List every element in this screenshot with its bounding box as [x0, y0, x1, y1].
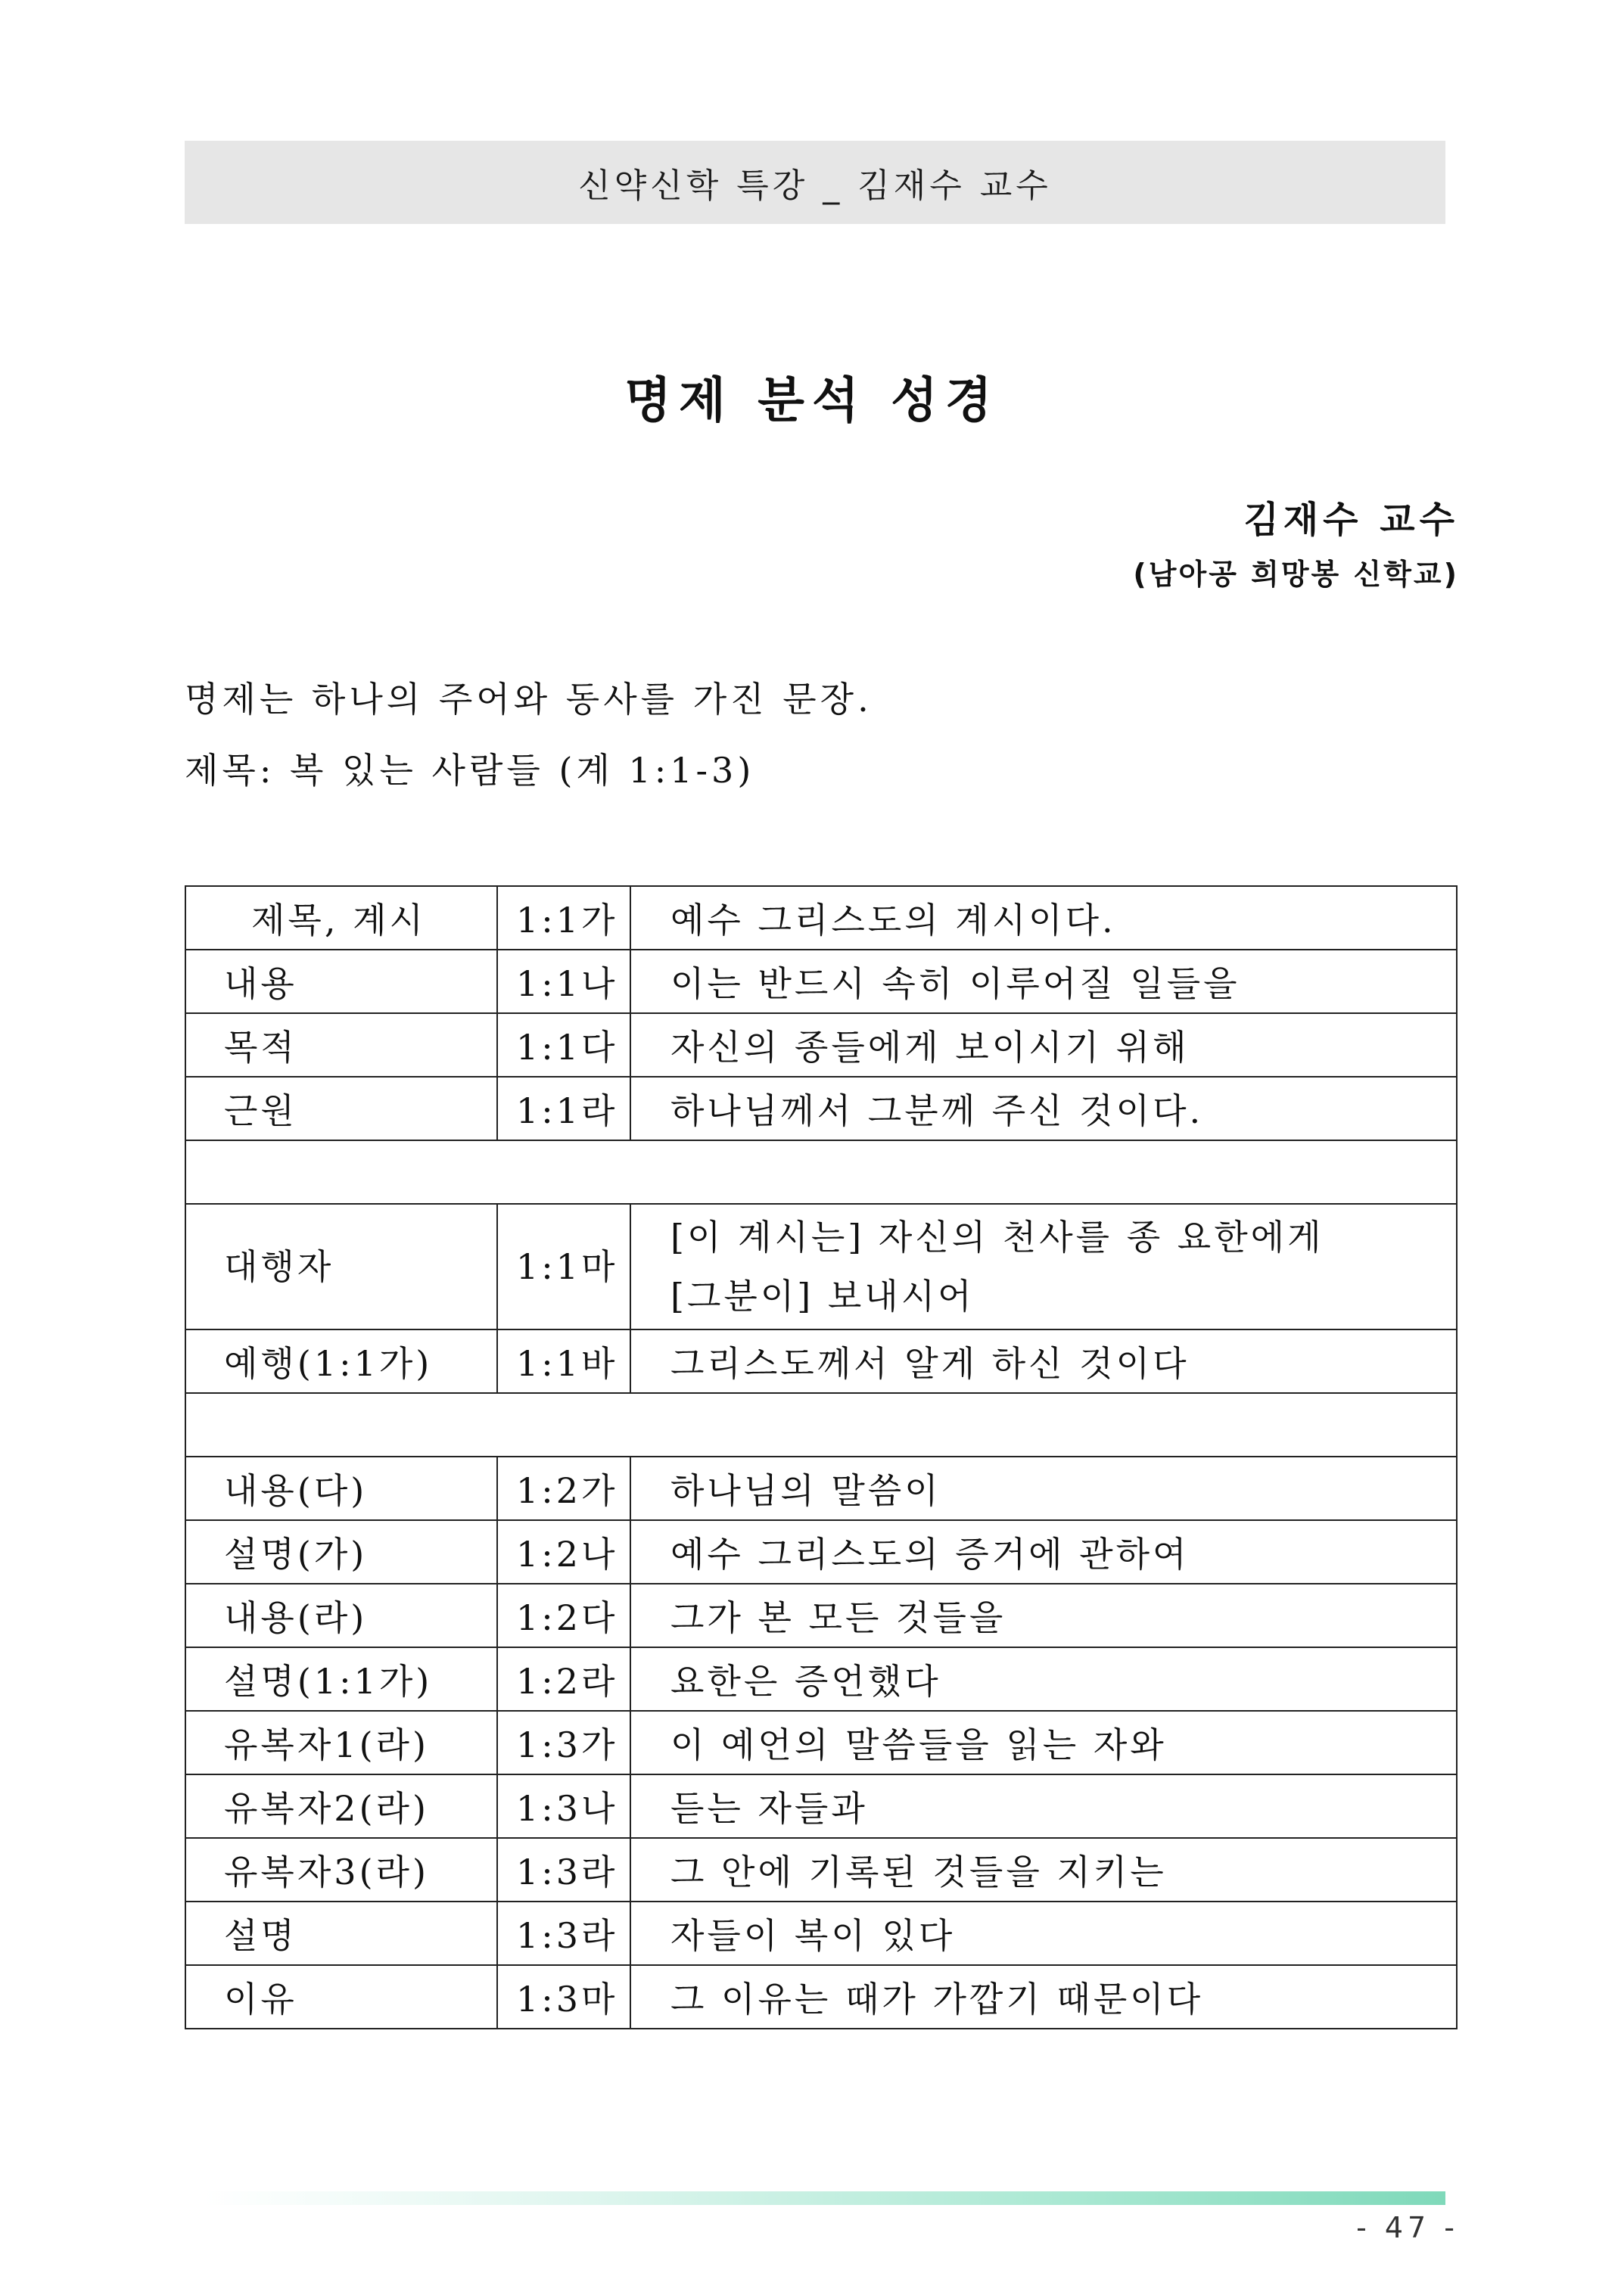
row-label: 유복자1(라)	[185, 1711, 497, 1774]
row-text: 그 이유는 때가 가깝기 때문이다	[630, 1965, 1457, 2029]
footer-gradient-bar	[204, 2191, 1445, 2205]
row-label: 목적	[185, 1013, 497, 1077]
row-text: 하나님께서 그분께 주신 것이다.	[630, 1077, 1457, 1140]
row-text: 그리스도께서 알게 하신 것이다	[630, 1329, 1457, 1393]
row-verse: 1:1나	[497, 950, 630, 1013]
author-name: 김재수 교수	[1243, 499, 1459, 541]
table-row	[185, 886, 1457, 950]
course-header	[185, 141, 1445, 224]
row-verse: 1:3라	[497, 1838, 630, 1902]
row-verse: 1:2라	[497, 1647, 630, 1711]
row-verse: 1:1다	[497, 1013, 630, 1077]
table-row	[185, 1329, 1457, 1393]
table-row	[185, 1077, 1457, 1140]
row-text	[630, 1204, 1457, 1329]
table-row	[185, 1584, 1457, 1647]
row-text: 자들이 복이 있다	[630, 1902, 1457, 1965]
row-label: 근원	[185, 1077, 497, 1140]
row-verse: 1:1바	[497, 1329, 630, 1393]
row-verse: 1:3나	[497, 1774, 630, 1838]
row-verse: 1:3라	[497, 1902, 630, 1965]
table-row	[185, 1965, 1457, 2029]
page-title: 명제 분석 성경	[624, 373, 1000, 429]
row-label: 설명	[185, 1902, 497, 1965]
row-label: 내용(라)	[185, 1584, 497, 1647]
table-row	[185, 1838, 1457, 1902]
row-text: 그 안에 기록된 것들을 지키는	[630, 1838, 1457, 1902]
table-row	[185, 1774, 1457, 1838]
row-label: 내용(다)	[185, 1457, 497, 1520]
row-text: 예수 그리스도의 계시이다.	[630, 886, 1457, 950]
table-spacer-row	[185, 1393, 1457, 1457]
row-label: 설명(1:1가)	[185, 1647, 497, 1711]
course-title: 신약신학 특강 _ 김재수 교수	[578, 166, 1052, 205]
row-text: 자신의 종들에게 보이시기 위해	[630, 1013, 1457, 1077]
intro-subject: 제목: 복 있는 사람들 (계 1:1-3)	[185, 750, 755, 791]
row-verse: 1:3마	[497, 1965, 630, 2029]
row-verse: 1:3가	[497, 1711, 630, 1774]
row-verse: 1:1마	[497, 1204, 630, 1329]
row-verse: 1:2다	[497, 1584, 630, 1647]
table-row	[185, 1647, 1457, 1711]
row-label: 유복자2(라)	[185, 1774, 497, 1838]
page-number: - 47 -	[1356, 2211, 1459, 2244]
row-label: 설명(가)	[185, 1520, 497, 1584]
row-text: 듣는 자들과	[630, 1774, 1457, 1838]
row-label: 대행자	[185, 1204, 497, 1329]
table-row	[185, 1013, 1457, 1077]
spacer-cell	[185, 1140, 1457, 1204]
table-row	[185, 1457, 1457, 1520]
row-text: 이는 반드시 속히 이루어질 일들을	[630, 950, 1457, 1013]
author-affiliation: (남아공 희망봉 신학교)	[1133, 558, 1459, 591]
row-text-line2: [그분이] 보내시어	[670, 1276, 975, 1317]
table-row	[185, 1902, 1457, 1965]
table-row	[185, 950, 1457, 1013]
table-row	[185, 1204, 1457, 1329]
row-text-line1: [이 계시는] 자신의 천사를 종 요한에게	[670, 1217, 1324, 1258]
spacer-cell	[185, 1393, 1457, 1457]
row-text: 예수 그리스도의 증거에 관하여	[630, 1520, 1457, 1584]
proposition-table	[185, 885, 1458, 2029]
row-label: 유복자3(라)	[185, 1838, 497, 1902]
table-row	[185, 1520, 1457, 1584]
row-verse: 1:1가	[497, 886, 630, 950]
row-text: 이 예언의 말씀들을 읽는 자와	[630, 1711, 1457, 1774]
row-label: 제목, 계시	[185, 886, 497, 950]
row-label: 예행(1:1가)	[185, 1329, 497, 1393]
row-verse: 1:1라	[497, 1077, 630, 1140]
row-text: 그가 본 모든 것들을	[630, 1584, 1457, 1647]
table-row	[185, 1711, 1457, 1774]
row-verse: 1:2나	[497, 1520, 630, 1584]
row-text: 하나님의 말씀이	[630, 1457, 1457, 1520]
table-spacer-row	[185, 1140, 1457, 1204]
row-verse: 1:2가	[497, 1457, 630, 1520]
row-text: 요한은 증언했다	[630, 1647, 1457, 1711]
intro-definition: 명제는 하나의 주어와 동사를 가진 문장.	[185, 679, 873, 720]
row-label: 이유	[185, 1965, 497, 2029]
row-label: 내용	[185, 950, 497, 1013]
